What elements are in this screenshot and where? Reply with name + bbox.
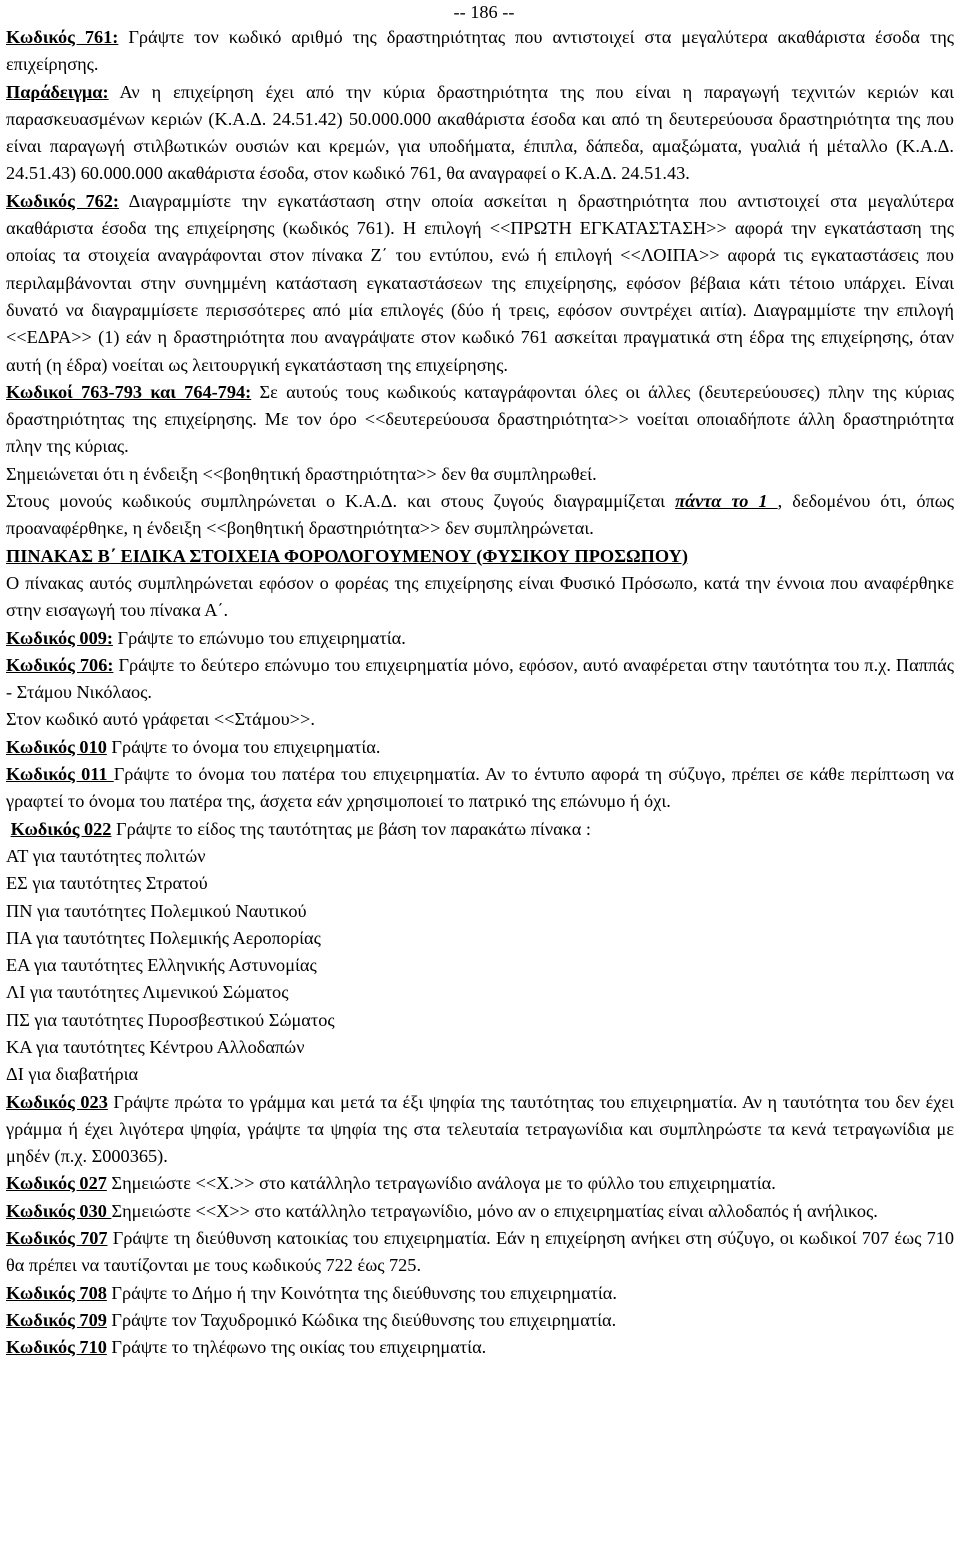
code-label: Κωδικός 011	[6, 764, 114, 785]
id-type-item: ΠΣ για ταυτότητες Πυροσβεστικού Σώματος	[6, 1009, 335, 1030]
paragraph-text: Σημειώνεται ότι η ένδειξη <<βοηθητική δραστηριότητα>> δεν θα συμπληρωθεί.	[6, 463, 597, 484]
paragraph-text: Γράψτε τον Ταχυδρομικό Κώδικα της διεύθυνσης του επιχειρηματία.	[106, 1309, 617, 1330]
paragraph-code-706	[6, 652, 954, 707]
paragraph-code-706-note	[6, 706, 954, 733]
page-number: -- 186 --	[453, 2, 515, 22]
paragraph-text: Στον κωδικό αυτό γράφεται <<Στάμου>>.	[6, 709, 315, 730]
paragraph-code-011	[6, 761, 954, 816]
id-type-item: ΕΣ για ταυτότητες Στρατού	[6, 873, 208, 894]
paragraph-text: Διαγραμμίστε την εγκατάσταση στην οποία ασκείται η δραστηριότητα που αντιστοιχεί στα μεγαλύτερα ακαθάριστα έσοδα της επιχείρησης (κωδικός 761). Η επιλογή <<ΠΡΩΤΗ ΕΓΚΑΤΑΣΤΑΣΗ>> αφορά την εγκατάσταση της οποίας τα στοιχεία αναγράφονται στον πίνακα Ζ΄ του εντύπου, ενώ ή επιλογή <<ΛΟΙΠΑ>> αφορά τις εγκαταστάσεις που περιλαμβάνονται στην συνημμένη κατάσταση εγκαταστάσεων της επιχείρησης, εφόσον βέβαια κάτι τέτοιο υπάρχει. Είναι δυνατό να διαγραμμίσετε περισσότερες από μία επιλογές (δύο ή τρεις, εφόσον συντρέχει αιτία). Διαγραμμίστε την επιλογή <<ΕΔΡΑ>> (1) εάν η δραστηριότητα που αναγράψατε στον κωδικό 761 ασκείται πραγματικά στη έδρα της επιχείρησης, όταν αυτή (η έδρα) νοείται ως λειτουργική εγκατάσταση της επιχείρησης.	[6, 190, 954, 375]
section-intro: Ο πίνακας αυτός συμπληρώνεται εφόσον ο φορέας της επιχείρησης είναι Φυσικό Πρόσωπο, κατά την έννοια που αναφέρθηκε στην εισαγωγή του πίνακα Α΄.	[6, 572, 954, 621]
code-label: Κωδικός 009:	[6, 627, 113, 648]
id-type-item: ΠΑ για ταυτότητες Πολεμικής Αεροπορίας	[6, 927, 321, 948]
emphasis-text: πάντα το 1	[675, 491, 778, 512]
example-label: Παράδειγμα:	[6, 81, 109, 102]
code-label: Κωδικός 761:	[6, 27, 119, 47]
code-label: Κωδικός 710	[6, 1337, 107, 1358]
paragraph-code-707	[6, 1225, 954, 1280]
code-label: Κωδικός 010	[6, 736, 107, 757]
paragraph-text: Γράψτε το επώνυμο του επιχειρηματία.	[112, 627, 406, 648]
paragraph-text: Σε αυτούς τους κωδικούς καταγράφονται όλες οι άλλες (δευτερεύουσες) πλην της κύριας δραστηριότητας της επιχείρησης. Με τον όρο <<δευτερεύουσα δραστηριότητα>> νοείται οποιαδήποτε άλλη δραστηριότητα πλην της κύριας.	[6, 381, 954, 457]
paragraph-code-710	[6, 1334, 954, 1361]
id-type-item: ΔΙ για διαβατήρια	[6, 1064, 139, 1085]
paragraph-text: Γράψτε το δεύτερο επώνυμο του επιχειρηματία μόνο, εφόσον, αυτό αναφέρεται στην ταυτότητα του π.χ. Παππάς - Στάμου Νικόλαος.	[6, 654, 954, 703]
paragraph-text: Γράψτε τον κωδικό αριθμό της δραστηριότητας που αντιστοιχεί στα μεγαλύτερα ακαθάριστα έσοδα της επιχείρησης.	[6, 27, 954, 75]
id-type-item: ΛΙ για ταυτότητες Λιμενικού Σώματος	[6, 982, 289, 1003]
code-label: Κωδικός 706:	[6, 654, 114, 675]
paragraph-text: Γράψτε τη διεύθυνση κατοικίας του επιχειρηματία. Εάν η επιχείρηση ανήκει στη σύζυγο, οι κωδικοί 707 έως 710 θα πρέπει να ταυτίζονται με τους κωδικούς 722 έως 725.	[6, 1228, 955, 1276]
paragraph-text: , δεδομένου ότι, όπως προαναφέρθηκε, η ένδειξη <<βοηθητική δραστηριότητα>> δεν συμπληρώνεται.	[6, 491, 954, 539]
paragraph-example	[6, 79, 954, 188]
paragraph-text: Αν η επιχείρηση έχει από την κύρια δραστηριότητα της που είναι η παραγωγή τεχνιτών κεριών και παρασκευασμένων κεριών (Κ.Α.Δ. 24.51.42) 50.000.000 ακαθάριστα έσοδα και από τη δευτερεύουσα δραστηριότητα της που είναι παραγωγή στιλβωτικών ουσιών και κρεμών, για υποδήματα, έπιπλα, δάπεδα, αμαξώματα, γυαλιά ή μέταλλο (Κ.Α.Δ. 24.51.43) 60.000.000 ακαθάριστα έσοδα, στον κωδικό 761, θα αναγραφεί ο Κ.Α.Δ. 24.51.43.	[6, 81, 954, 184]
code-label: Κωδικός 707	[6, 1228, 108, 1249]
paragraph-code-027	[6, 1170, 954, 1197]
paragraph-text: Σημειώστε <<Χ>> στο κατάλληλο τετραγωνίδιο, μόνο αν ο επιχειρηματίας είναι αλλοδαπός ή ανήλικος.	[111, 1200, 878, 1221]
paragraph-note	[6, 461, 954, 488]
paragraph-text: Γράψτε το όνομα του πατέρα του επιχειρηματία. Αν το έντυπο αφορά τη σύζυγο, πρέπει σε κάθε περίπτωση να γραφτεί το όνομα του πατέρα της, άσχετα εάν χρησιμοποιεί το πατρικό της επώνυμο ή όχι.	[6, 764, 954, 812]
paragraph-codes-763-794	[6, 379, 954, 461]
paragraph-code-708	[6, 1280, 954, 1307]
id-type-item: ΕΑ για ταυτότητες Ελληνικής Αστυνομίας	[6, 955, 317, 976]
paragraph-text: Στους μονούς κωδικούς συμπληρώνεται ο Κ.Α.Δ. και στους ζυγούς διαγραμμίζεται	[6, 491, 676, 512]
paragraph-text: Σημειώστε <<Χ.>> στο κατάλληλο τετραγωνίδιο ανάλογα με το φύλλο του επιχειρηματία.	[106, 1173, 776, 1194]
code-label: Κωδικός 022	[10, 818, 112, 839]
id-type-item: ΠΝ για ταυτότητες Πολεμικού Ναυτικού	[6, 900, 307, 921]
paragraph-code-030	[6, 1198, 954, 1225]
paragraph-code-010	[6, 734, 954, 761]
code-label: Κωδικός 023	[6, 1091, 108, 1112]
paragraph-code-761	[6, 24, 954, 79]
paragraph-text: Γράψτε το τηλέφωνο της οικίας του επιχειρηματία.	[106, 1337, 487, 1358]
paragraph-code-022	[6, 816, 954, 843]
code-label: Κωδικοί 763-793 και 764-794:	[6, 381, 252, 402]
code-label: Κωδικός 027	[6, 1173, 107, 1194]
code-label: Κωδικός 709	[6, 1309, 107, 1330]
paragraph-text: Γράψτε το είδος της ταυτότητας με βάση τον παρακάτω πίνακα :	[111, 818, 591, 839]
paragraph-text: Γράψτε το όνομα του επιχειρηματία.	[106, 736, 381, 757]
section-heading: ΠΙΝΑΚΑΣ Β΄ ΕΙΔΙΚΑ ΣΤΟΙΧΕΙΑ ΦΟΡΟΛΟΓΟΥΜΕΝΟΥ (ΦΥΣΙΚΟΥ ΠΡΟΣΩΠΟΥ)	[6, 545, 688, 566]
paragraph-code-009	[6, 625, 954, 652]
id-type-item: ΑΤ για ταυτότητες πολιτών	[6, 845, 206, 866]
paragraph-code-709	[6, 1307, 954, 1334]
code-label: Κωδικός 762:	[6, 190, 119, 211]
paragraph-code-762	[6, 188, 954, 379]
paragraph-code-023	[6, 1089, 954, 1171]
code-label: Κωδικός 030	[6, 1200, 112, 1221]
paragraph-text: Γράψτε πρώτα το γράμμα και μετά τα έξι ψηφία της ταυτότητας του επιχειρηματία. Αν η ταυτότητα του δεν έχει γράμμα ή έχει λιγότερα ψηφία, γράψτε τα ψηφία της στα τελευταία τετραγωνίδια και συμπληρώστε τα κενά τετραγωνίδια με μηδέν (π.χ. Σ000365).	[6, 1091, 955, 1167]
paragraph-text: Γράψτε το Δήμο ή την Κοινότητα της διεύθυνσης του επιχειρηματία.	[106, 1282, 617, 1303]
paragraph-odd-even-codes	[6, 488, 954, 543]
code-label: Κωδικός 708	[6, 1282, 107, 1303]
id-type-item: ΚΑ για ταυτότητες Κέντρου Αλλοδαπών	[6, 1036, 305, 1057]
